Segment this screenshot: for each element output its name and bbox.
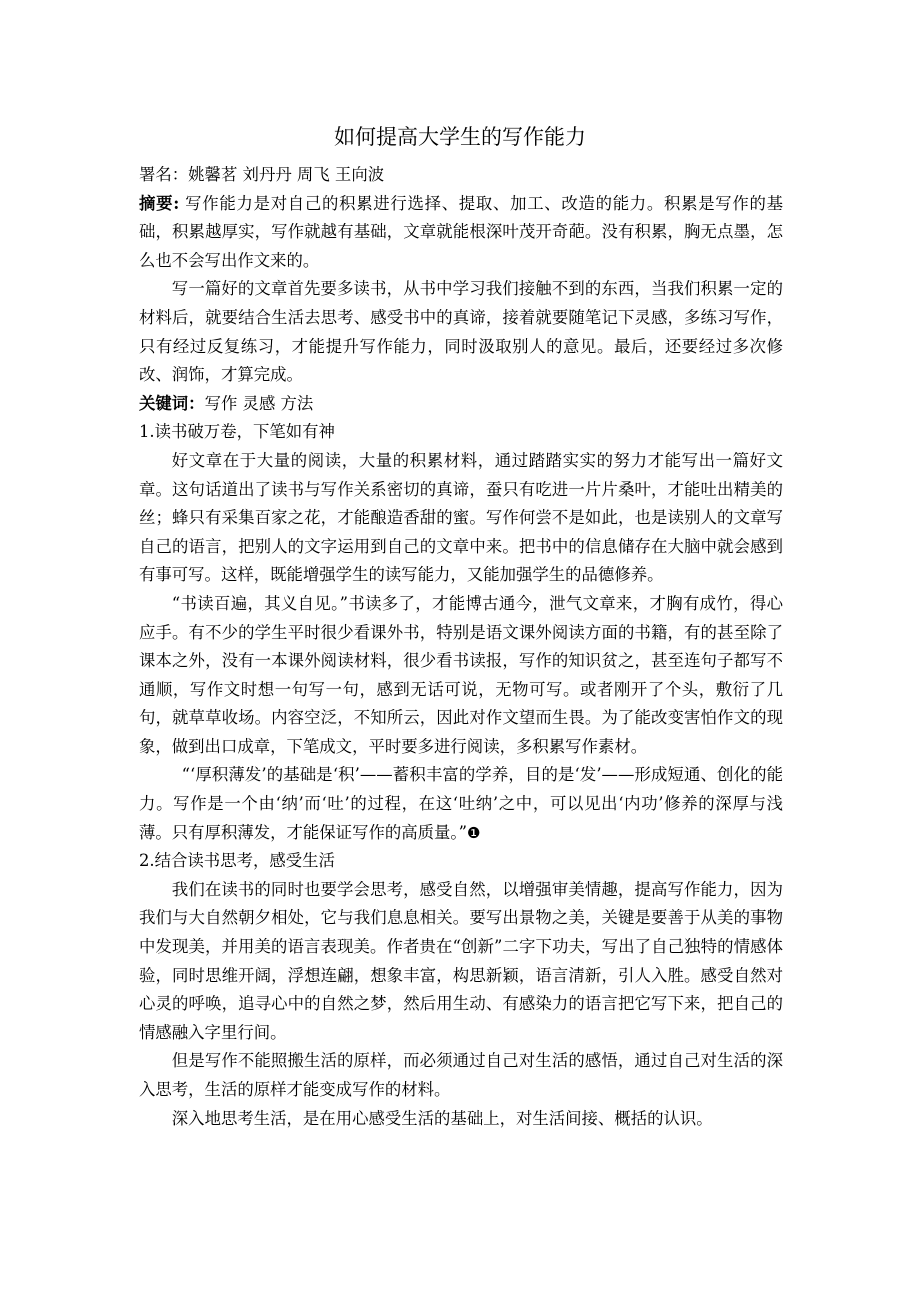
document-title: 如何提高大学生的写作能力 (334, 125, 586, 149)
quote-text: “‘厚积薄发’的基础是‘积’——蓄积丰富的学养，目的是‘发’——形成短通、创化的能力。写作是一个由‘纳’而‘吐’的过程，在这‘吐纳’之中，可以见出‘内功’修养的深厚与浅薄。只有厚积薄发，才能保证写作的高质量。” (139, 765, 783, 842)
abstract-paragraph (139, 190, 783, 276)
section-1-paragraph-2: “书读百遍，其义自见。”书读多了，才能博古通今，泄气文章来，才胸有成竹，得心应手。有不少的学生平时很少看课外书，特别是语文课外阅读方面的书籍，有的甚至除了课本之外，没有一本课外阅读材料，很少看书读报，写作的知识贫之，甚至连句子都写不通顺，写作文时想一句写一句，感到无话可说，无物可写。或者刚开了个头，敷衍了几句，就草草收场。内容空泛，不知所云，因此对作文望而生畏。为了能改变害怕作文的现象，做到出口成章，下笔成文，平时要多进行阅读，多积累写作素材。 (139, 593, 783, 756)
keywords-text: 写作 灵感 方法 (204, 393, 314, 413)
section-1-paragraph-1: 好文章在于大量的阅读，大量的积累材料，通过踏踏实实的努力才能写出一篇好文章。这句话道出了读书与写作关系密切的真谛，蚕只有吃进一片片桑叶，才能吐出精美的丝；蜂只有采集百家之花，才能酿造香甜的蜜。写作何尝不是如此，也是读别人的文章写自己的语言，把别人的文字运用到自己的文章中来。把书中的信息储存在大脑中就会感到有事可写。这样，既能增强学生的读写能力，又能加强学生的品德修养。 (139, 450, 783, 585)
footnote-marker-icon: ❶ (467, 823, 481, 842)
section-1-heading: 1.读书破万卷，下笔如有神 (139, 422, 335, 442)
abstract-paragraph-2: 写一篇好的文章首先要多读书，从书中学习我们接触不到的东西，当我们积累一定的材料后，就要结合生活去思考、感受书中的真谛，接着就要随笔记下灵感，多练习写作，只有经过反复练习，才能提升写作能力，同时汲取别人的意见。最后，还要经过多次修改、润饰，才算完成。 (139, 279, 783, 385)
authors-names: 姚馨茗 刘丹丹 周飞 王向波 (188, 165, 385, 184)
section-1-paragraph-3 (139, 761, 783, 847)
document-body (139, 161, 783, 1133)
authors-label: 署名： (139, 165, 189, 184)
section-2-paragraph-2: 但是写作不能照搬生活的原样，而必须通过自己对生活的感悟，通过自己对生活的深入思考，生活的原样才能变成写作的材料。 (139, 1051, 783, 1099)
section-2-heading: 2.结合读书思考，感受生活 (139, 851, 335, 871)
authors-line (139, 161, 783, 190)
section-2-paragraph-3: 深入地思考生活，是在用心感受生活的基础上，对生活间接、概括的认识。 (171, 1108, 713, 1128)
abstract-text: 写作能力是对自己的积累进行选择、提取、加工、改造的能力。积累是写作的基础，积累越厚实，写作就越有基础，文章就能根深叶茂开奇葩。没有积累，胸无点墨，怎么也不会写出作文来的。 (139, 193, 783, 270)
abstract-label: 摘要: (139, 193, 180, 213)
keywords-label: 关键词： (139, 393, 205, 413)
section-2-paragraph-1: 我们在读书的同时也要学会思考，感受自然，以增强审美情趣，提高写作能力，因为我们与大自然朝夕相处，它与我们息息相关。要写出景物之美，关键是要善于从美的事物中发现美，并用美的语言表现美。作者贵在“创新”二字下功夫，写出了自己独特的情感体验，同时思维开阔，浮想连翩，想象丰富，构思新颖，语言清新，引人入胜。感受自然对心灵的呼唤，追寻心中的自然之梦，然后用生动、有感染力的语言把它写下来，把自己的情感融入字里行间。 (139, 879, 783, 1042)
keywords-line (139, 390, 783, 419)
